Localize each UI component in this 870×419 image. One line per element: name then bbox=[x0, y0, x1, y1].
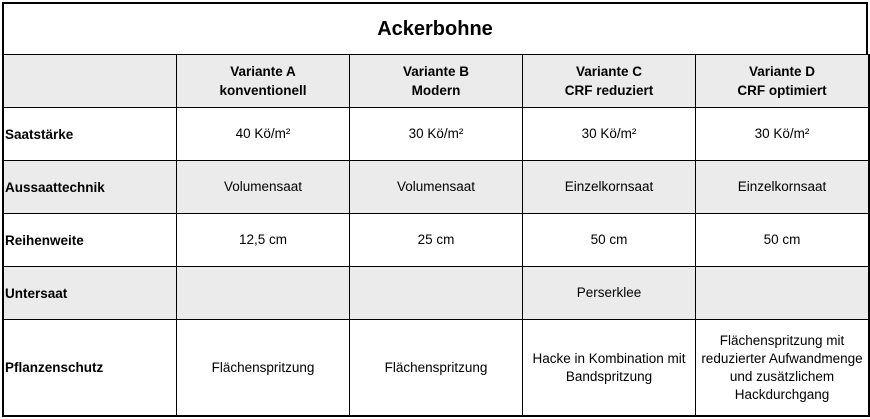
table-cell: Flächenspritzung bbox=[350, 320, 523, 416]
table-cell bbox=[696, 267, 869, 320]
table-cell: Flächenspritzung bbox=[177, 320, 350, 416]
table-cell: 12,5 cm bbox=[177, 214, 350, 267]
table-cell: 50 cm bbox=[523, 214, 696, 267]
table-cell: 30 Kö/m² bbox=[696, 108, 869, 161]
table-cell: Perserklee bbox=[523, 267, 696, 320]
header-corner bbox=[3, 55, 177, 108]
header-row bbox=[3, 55, 869, 108]
table-row bbox=[3, 108, 869, 161]
table-cell: Einzelkornsaat bbox=[523, 161, 696, 214]
variants-table bbox=[2, 54, 869, 416]
table-cell bbox=[350, 267, 523, 320]
table-cell: Hacke in Kombination mit Bandspritzung bbox=[523, 320, 696, 416]
table-row bbox=[3, 267, 869, 320]
table-cell: 30 Kö/m² bbox=[350, 108, 523, 161]
table-cell: Volumensaat bbox=[177, 161, 350, 214]
row-label-untersaat: Untersaat bbox=[3, 267, 177, 320]
row-label-saatstaerke: Saatstärke bbox=[3, 108, 177, 161]
table-cell bbox=[177, 267, 350, 320]
table-cell: Volumensaat bbox=[350, 161, 523, 214]
row-label-aussaattechnik: Aussaattechnik bbox=[3, 161, 177, 214]
row-label-pflanzenschutz: Pflanzenschutz bbox=[3, 320, 177, 416]
table-cell: 30 Kö/m² bbox=[523, 108, 696, 161]
table-cell: Flächenspritzung mit reduzierter Aufwandmenge und zusätzlichem Hackdurchgang bbox=[696, 320, 869, 416]
column-header-a: Variante A konventionell bbox=[177, 55, 350, 108]
column-header-c: Variante C CRF reduziert bbox=[523, 55, 696, 108]
column-header-d: Variante D CRF optimiert bbox=[696, 55, 869, 108]
column-header-b: Variante B Modern bbox=[350, 55, 523, 108]
table-row bbox=[3, 320, 869, 416]
table-title: Ackerbohne bbox=[2, 2, 868, 56]
row-label-reihenweite: Reihenweite bbox=[3, 214, 177, 267]
table-cell: 50 cm bbox=[696, 214, 869, 267]
table-row bbox=[3, 161, 869, 214]
table-cell: 25 cm bbox=[350, 214, 523, 267]
table-cell: Einzelkornsaat bbox=[696, 161, 869, 214]
table-cell: 40 Kö/m² bbox=[177, 108, 350, 161]
table-row bbox=[3, 214, 869, 267]
